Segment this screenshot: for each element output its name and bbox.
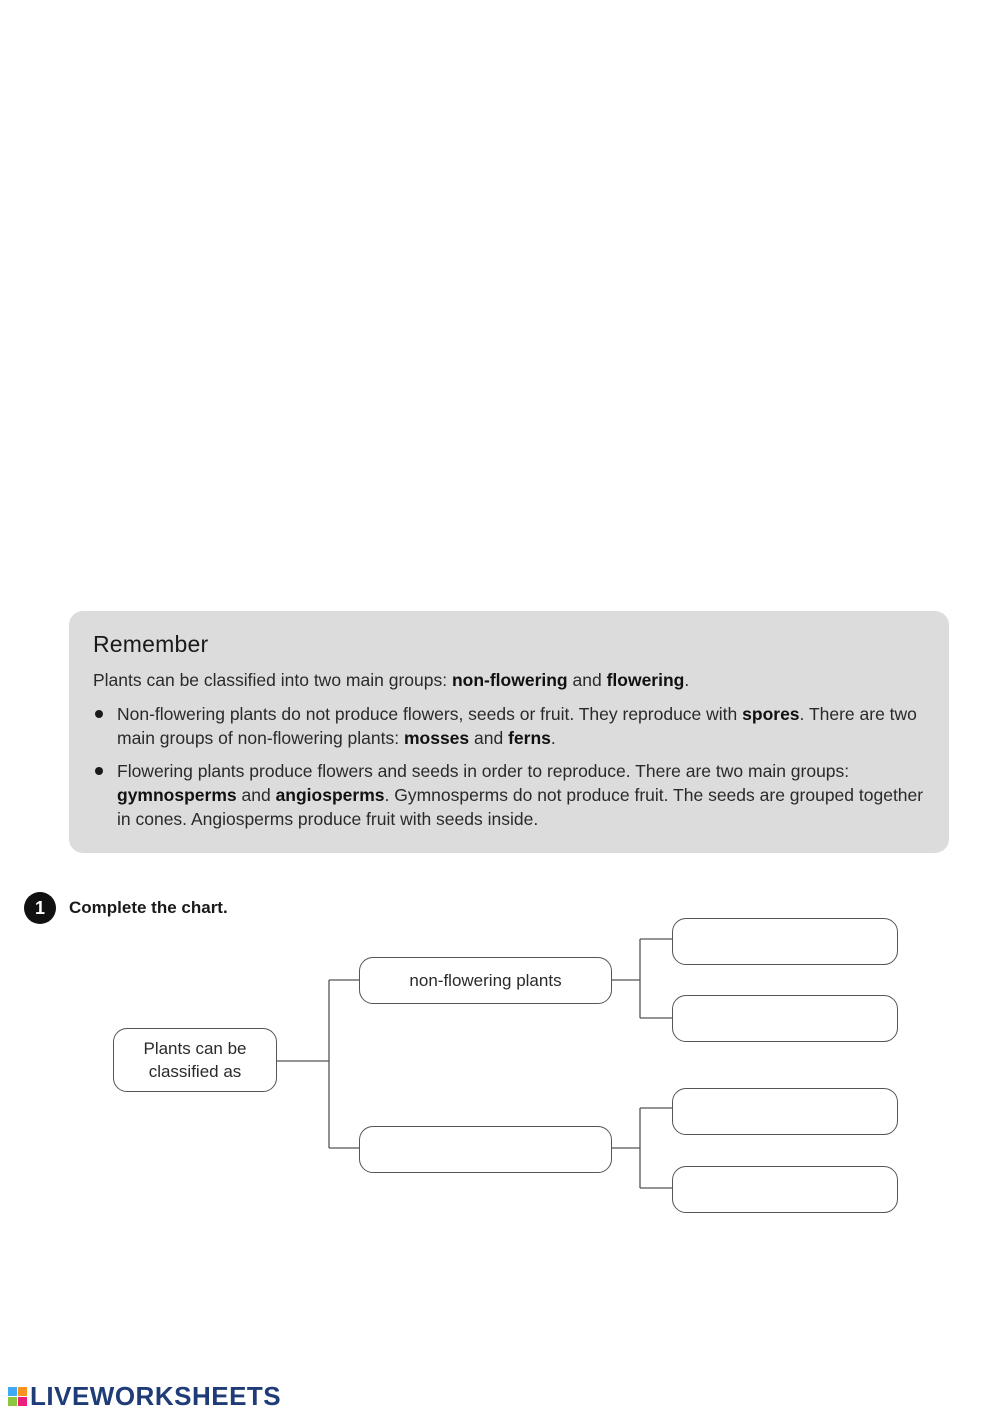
remember-title: Remember xyxy=(93,631,209,657)
chart-leaf-3-answer-box[interactable] xyxy=(672,1088,898,1135)
bullet-text: . xyxy=(550,728,556,748)
chart-leaf-4-answer-box[interactable] xyxy=(672,1166,898,1213)
intro-text: and xyxy=(567,670,607,690)
term-ferns: ferns xyxy=(508,728,551,748)
chart-branch-bottom-answer-box[interactable] xyxy=(359,1126,612,1173)
bullet-text: and xyxy=(469,728,509,748)
bullet-text: and xyxy=(236,785,276,805)
chart-leaf-1-answer-box[interactable] xyxy=(672,918,898,965)
term-non-flowering: non-flowering xyxy=(451,670,568,690)
intro-text: . xyxy=(684,670,690,690)
logo-square xyxy=(18,1387,27,1396)
term-angiosperms: angiosperms xyxy=(275,785,385,805)
chart-root-label: Plants can be classified as xyxy=(143,1039,247,1081)
bullet-text: . Gymnosperms do not produce fruit. The seeds are grouped together in cones. Angiosperms produce fruit with seeds inside. xyxy=(117,785,924,829)
intro-text: Plants can be classified into two main groups: xyxy=(93,670,452,690)
task-number-badge: 1 xyxy=(24,892,56,924)
logo-square xyxy=(8,1387,17,1396)
task-instruction: Complete the chart. xyxy=(69,898,228,917)
chart-root-node xyxy=(113,1028,277,1092)
term-spores: spores xyxy=(742,704,800,724)
logo-square xyxy=(8,1397,17,1406)
chart-leaf-2-answer-box[interactable] xyxy=(672,995,898,1042)
chart-branch-top xyxy=(359,957,612,1004)
chart-branch-top-label: non-flowering plants xyxy=(409,971,562,990)
logo-squares-icon xyxy=(8,1387,27,1406)
logo-text: LIVEWORKSHEETS xyxy=(30,1380,282,1411)
term-gymnosperms: gymnosperms xyxy=(117,785,237,805)
bullet-text: Non-flowering plants do not produce flowers, seeds or fruit. They reproduce with xyxy=(117,704,743,724)
bullet-text: Flowering plants produce flowers and seeds in order to reproduce. There are two main groups: xyxy=(117,761,850,781)
term-mosses: mosses xyxy=(403,728,470,748)
bullet-text: . There are two main groups of non-flowering plants: xyxy=(117,704,917,748)
logo-square xyxy=(18,1397,27,1406)
liveworksheets-logo xyxy=(8,1381,281,1411)
term-flowering: flowering xyxy=(606,670,685,690)
